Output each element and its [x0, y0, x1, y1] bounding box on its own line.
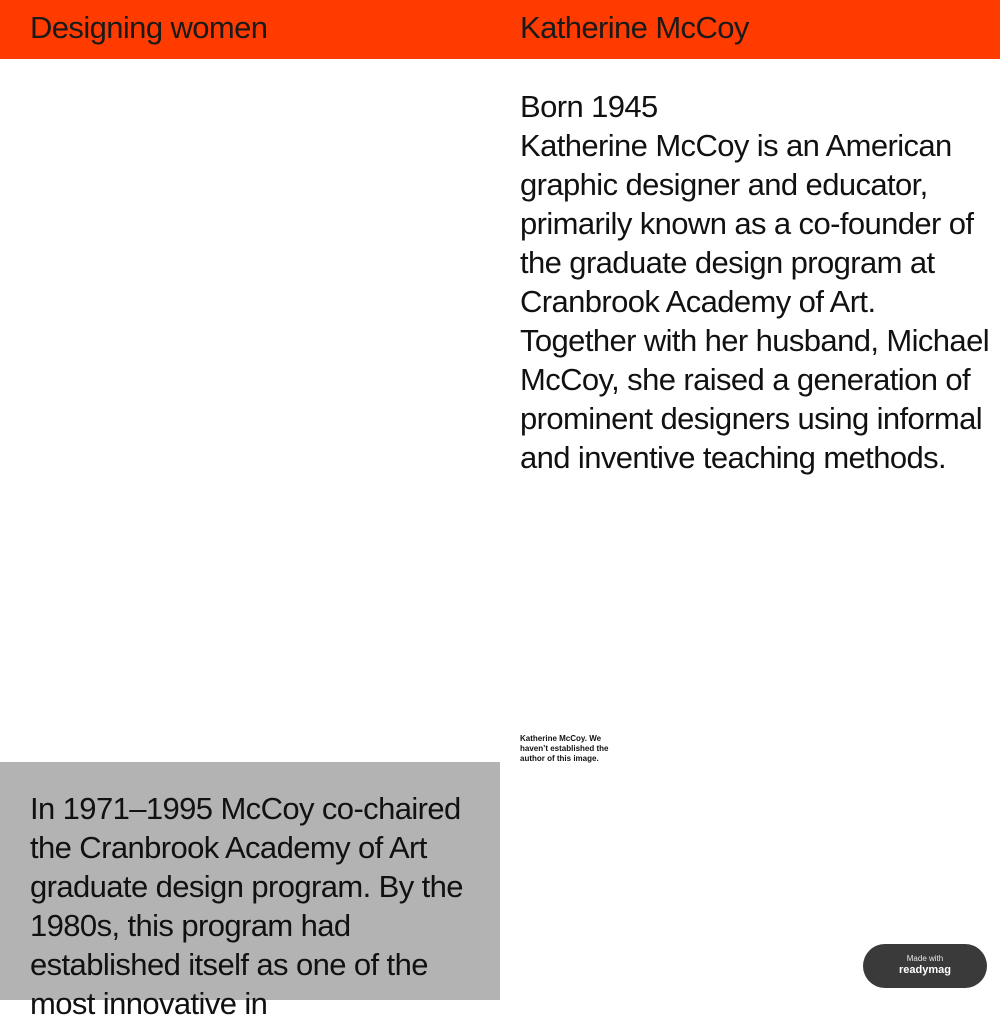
readymag-logo: readymag	[899, 964, 951, 976]
history-block	[0, 762, 500, 1021]
history-text: In 1971–1995 McCoy co-chaired the Cranbrook Academy of Art graduate design program. By the 1980s, this program had established itself as one of the most innovative in	[30, 791, 463, 1021]
header-bar	[0, 0, 1000, 59]
image-caption-text: Katherine McCoy. We haven’t established the author of this image.	[520, 734, 609, 763]
site-title-link[interactable]: Designing women	[30, 10, 268, 45]
bio-description: Katherine McCoy is an American graphic designer and educator, primarily known as a co-founder of the graduate design program at Cranbrook Academy of Art. Together with her husband, Michael McCoy, she raised a generation of prominent designers using informal and inventive teaching methods.	[520, 128, 990, 475]
image-caption	[520, 734, 620, 764]
made-with-readymag-badge[interactable]	[863, 944, 987, 988]
bio-section	[520, 87, 990, 477]
badge-made-with-label: Made with	[906, 954, 944, 963]
birth-year: Born 1945	[520, 89, 658, 124]
person-name-heading: Katherine McCoy	[520, 10, 749, 45]
